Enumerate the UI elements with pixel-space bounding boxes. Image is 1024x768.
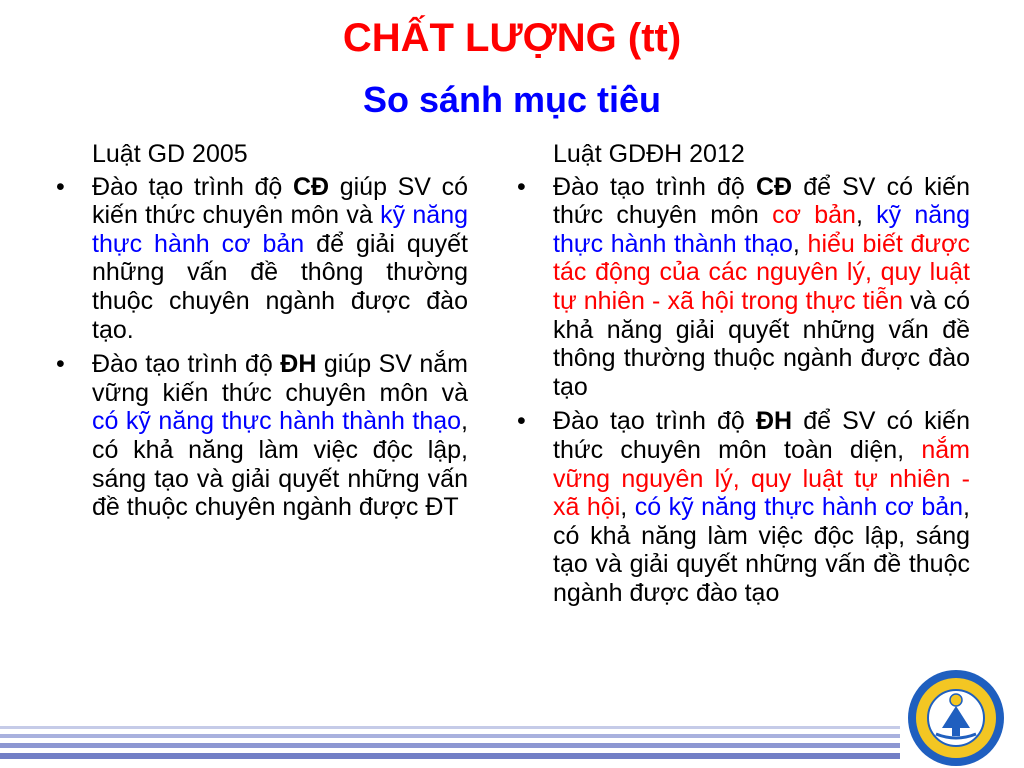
text-run-blue: kỹ năng thực hành thành thạo — [553, 201, 971, 258]
bullet-icon: • — [56, 350, 65, 379]
list-item — [54, 350, 468, 522]
bullet-icon: • — [56, 172, 65, 201]
footer-rule — [0, 734, 900, 738]
left-column-heading: Luật GD 2005 — [92, 140, 248, 168]
text-run: để SV có kiến thức chuyên môn toàn diện, — [553, 407, 970, 464]
text-run: Đào tạo trình độ — [92, 350, 281, 379]
text-run-bold: CĐ — [292, 172, 330, 201]
text-run-bold: CĐ — [755, 172, 793, 201]
bullet-icon: • — [517, 407, 526, 436]
footer-rules — [0, 726, 1024, 768]
list-item — [515, 173, 970, 402]
right-column — [515, 140, 970, 614]
agency-seal-logo-icon — [906, 668, 1006, 768]
left-bullet-list — [54, 173, 468, 522]
text-run: giúp SV có kiến thức chuyên môn và — [92, 172, 469, 230]
text-run: Đào tạo trình độ — [553, 172, 756, 201]
text-run: Đào tạo trình độ — [553, 407, 756, 436]
text-run: và có khả năng giải quyết những vấn đề thông thường thuộc ngành được đào tạo — [553, 286, 970, 401]
text-run-blue: kỹ năng thực hành cơ bản — [92, 201, 469, 258]
text-run: giúp SV nắm vững kiến thức chuyên môn và — [92, 350, 469, 407]
right-column-heading: Luật GDĐH 2012 — [553, 140, 745, 168]
text-run-red: cơ bản — [772, 201, 856, 230]
list-item — [54, 173, 468, 345]
text-run-blue: có kỹ năng thực hành cơ bản — [634, 493, 964, 522]
text-run-red: hiểu biết được tác động của các nguyên lý, quy luật tự nhiên - xã hội trong thực tiễn — [553, 229, 970, 315]
title-suffix: (tt) — [627, 16, 682, 60]
text-run-red: nắm vững nguyên lý, quy luật tự nhiên - xã hội — [553, 435, 970, 522]
left-column — [54, 140, 468, 528]
text-run: để giải quyết những vấn đề thông thường thuộc chuyên ngành được đào tạo. — [92, 229, 468, 344]
slide-subtitle: So sánh mục tiêu — [362, 79, 662, 120]
footer-rule — [0, 726, 900, 729]
footer-rule — [0, 753, 900, 759]
text-run-blue: có kỹ năng thực hành thành thạo — [92, 407, 462, 436]
bullet-icon: • — [517, 172, 526, 201]
text-run-bold: ĐH — [755, 407, 793, 436]
right-bullet-list — [515, 173, 970, 608]
slide-title — [0, 14, 1024, 62]
footer-rule — [0, 743, 900, 748]
text-run: , có khả năng làm việc độc lập, sáng tạo và giải quyết những vấn đề thuộc chuyên ngành được ĐT — [92, 407, 468, 522]
title-main: CHẤT LƯỢNG — [342, 16, 628, 60]
list-item — [515, 407, 970, 607]
text-run: , — [792, 229, 808, 258]
text-run-bold: ĐH — [280, 350, 317, 379]
text-run: Đào tạo trình độ — [92, 172, 293, 201]
text-run: , — [855, 201, 877, 230]
text-run: , có khả năng làm việc độc lập, sáng tạo và giải quyết những vấn đề thuộc ngành được đào tạo — [553, 493, 970, 607]
text-run: , — [620, 493, 635, 522]
text-run: để SV có kiến thức chuyên môn — [553, 172, 970, 230]
